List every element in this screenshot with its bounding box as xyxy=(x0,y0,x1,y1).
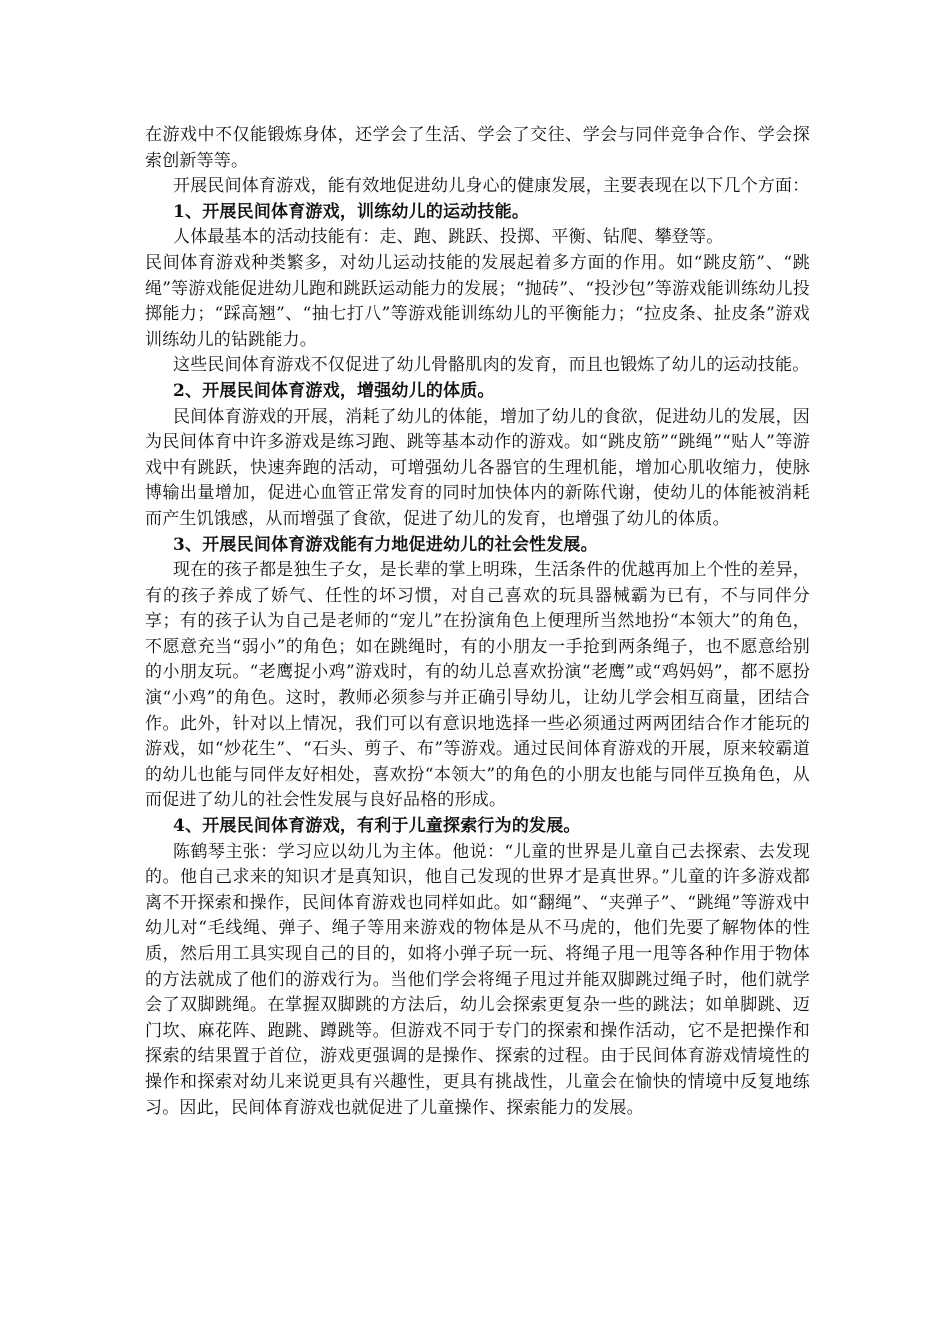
paragraph-social: 现在的孩子都是独生子女，是长辈的掌上明珠，生活条件的优越再加上个性的差异，有的孩子养成了娇气、任性的坏习惯，对自己喜欢的玩具器械霸为已有，不与同伴分享；有的孩子认为自己是老师的“宠儿”在扮演角色上便理所当然地扮“本领大”的角色，不愿意充当“弱小”的角色；如在跳绳时，有的小朋友一手抢到两条绳子，也不愿意给别的小朋友玩。“老鹰捉小鸡”游戏时，有的幼儿总喜欢扮演“老鹰”或“鸡妈妈”，都不愿扮演“小鸡”的角色。这时，教师必须参与并正确引导幼儿，让幼儿学会相互商量，团结合作。此外，针对以上情况，我们可以有意识地选择一些必须通过两两团结合作才能玩的游戏，如“炒花生”、“石头、剪子、布”等游戏。通过民间体育游戏的开展，原来较霸道的幼儿也能与同伴友好相处，喜欢扮“本领大”的角色的小朋友也能与同伴互换角色，从而促进了幼儿的社会性发展与良好品格的形成。 xyxy=(145,560,810,811)
section-heading-1: 1、开展民间体育游戏，训练幼儿的运动技能。 xyxy=(173,201,530,222)
paragraph-game-variety: 民间体育游戏种类繁多，对幼儿运动技能的发展起着多方面的作用。如“跳皮筋”、“跳绳”等游戏能促进幼儿跑和跳跃运动能力的发展；“抛砖”、“投沙包”等游戏能训练幼儿投掷能力；“踩高翘”、“抽七打八”等游戏能训练幼儿的平衡能力；“拉皮条、扯皮条”游戏训练幼儿的钻跳能力。 xyxy=(145,252,810,350)
paragraph-motor-summary: 这些民间体育游戏不仅促进了幼儿骨骼肌肉的发育，而且也锻炼了幼儿的运动技能。 xyxy=(173,355,810,376)
paragraph-basic-skills: 人体最基本的活动技能有：走、跑、跳跃、投掷、平衡、钻爬、攀登等。 xyxy=(173,227,724,248)
section-heading-2: 2、开展民间体育游戏，增强幼儿的体质。 xyxy=(173,380,495,401)
paragraph-exploration: 陈鹤琴主张：学习应以幼儿为主体。他说：“儿童的世界是儿童自己去探索、去发现的。他自己求来的知识才是真知识，他自己发现的世界才是真世界。”儿童的许多游戏都离不开探索和操作，民间体育游戏也同样如此。如“翻绳”、“夹弹子”、“跳绳”等游戏中幼儿对“毛线绳、弹子、绳子等用来游戏的物体是从不马虎的，他们先要了解物体的性质，然后用工具实现自己的目的，如将小弹子玩一玩、将绳子甩一甩等各种作用于物体的方法就成了他们的游戏行为。当他们学会将绳子甩过并能双脚跳过绳子时，他们就学会了双脚跳绳。在掌握双脚跳的方法后，幼儿会探索更复杂一些的跳法；如单脚跳、迈门坎、麻花阵、跑跳、蹲跳等。但游戏不同于专门的探索和操作活动，它不是把操作和探索的结果置于首位，游戏更强调的是操作、探索的过程。由于民间体育游戏情境性的操作和探索对幼儿来说更具有兴趣性，更具有挑战性，儿童会在愉快的情境中反复地练习。因此，民间体育游戏也就促进了儿童操作、探索能力的发展。 xyxy=(145,841,810,1118)
paragraph-overview: 开展民间体育游戏，能有效地促进幼儿身心的健康发展，主要表现在以下几个方面： xyxy=(173,176,810,197)
section-heading-4: 4、开展民间体育游戏，有利于儿童探索行为的发展。 xyxy=(173,816,581,837)
document-page xyxy=(145,123,810,1121)
section-heading-3: 3、开展民间体育游戏能有力地促进幼儿的社会性发展。 xyxy=(173,534,598,555)
paragraph-intro-continued: 在游戏中不仅能锻炼身体，还学会了生活、学会了交往、学会与同伴竞争合作、学会探索创新等等。 xyxy=(145,125,810,171)
paragraph-physique: 民间体育游戏的开展，消耗了幼儿的体能，增加了幼儿的食欲，促进幼儿的发展，因为民间体育中许多游戏是练习跑、跳等基本动作的游戏。如“跳皮筋”“跳绳”“贴人”等游戏中有跳跃，快速奔跑的活动，可增强幼儿各器官的生理机能，增加心肌收缩力，使脉博输出量增加，促进心血管正常发育的同时加快体内的新陈代谢，使幼儿的体能被消耗而产生饥饿感，从而增强了食欲，促进了幼儿的发育，也增强了幼儿的体质。 xyxy=(145,406,810,529)
